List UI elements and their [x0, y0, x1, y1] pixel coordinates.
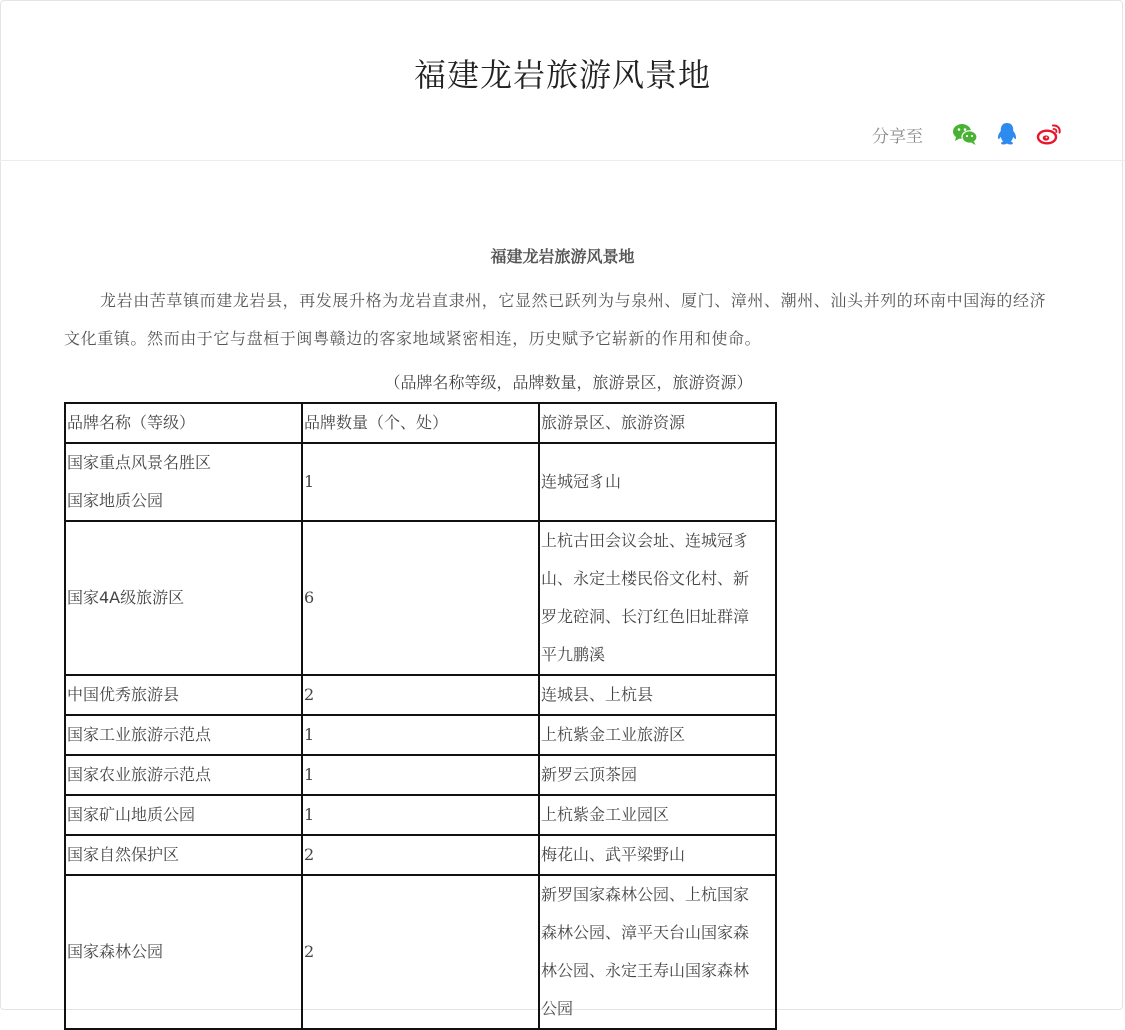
brand-name-cell: [65, 715, 302, 755]
sites-line: 连城冠豸山: [541, 472, 622, 491]
brand-count-cell: 2: [302, 835, 539, 875]
sites-line: 连城县、上杭县: [541, 685, 654, 704]
header-cell-sites: 旅游景区、旅游资源: [539, 403, 776, 443]
table-row: [65, 675, 776, 715]
brand-count-cell: 1: [302, 443, 539, 521]
sites-line: 上杭古田会议会址、连城冠豸: [541, 531, 750, 550]
brand-count-cell: 1: [302, 755, 539, 795]
brand-name-cell: [65, 795, 302, 835]
sites-cell: [539, 675, 776, 715]
page-header: [0, 0, 1125, 161]
sites-line: 森林公园、漳平天台山国家森: [541, 923, 750, 942]
table-row: [65, 795, 776, 835]
sites-line: 山、永定土楼民俗文化村、新: [541, 569, 750, 588]
sites-line: 公园: [541, 999, 574, 1018]
brand-name-cell: [65, 875, 302, 1029]
brand-name-cell: [65, 521, 302, 675]
sites-line: 平九鹏溪: [541, 645, 606, 664]
wechat-icon[interactable]: [951, 120, 979, 148]
table-row: [65, 715, 776, 755]
sites-cell: [539, 835, 776, 875]
sites-line: 新罗云顶茶园: [541, 765, 638, 784]
brand-name-cell: [65, 675, 302, 715]
share-label: 分享至: [872, 126, 923, 147]
sites-cell: [539, 521, 776, 675]
sites-line: 上杭紫金工业旅游区: [541, 725, 686, 744]
weibo-icon[interactable]: [1035, 120, 1063, 148]
sites-line: 梅花山、武平梁野山: [541, 845, 686, 864]
brand-count-cell: 1: [302, 795, 539, 835]
brand-name-line: 国家农业旅游示范点: [67, 765, 212, 784]
table-caption: （品牌名称等级，品牌数量，旅游景区，旅游资源）: [384, 373, 753, 392]
header-cell-count: 品牌数量（个、处）: [302, 403, 539, 443]
sites-cell: [539, 755, 776, 795]
brand-count-cell: 6: [302, 521, 539, 675]
share-bar: [872, 120, 1063, 148]
brand-name-cell: [65, 835, 302, 875]
brand-name-cell: [65, 443, 302, 521]
table-row: [65, 755, 776, 795]
sites-line: 新罗国家森林公园、上杭国家: [541, 885, 750, 904]
sites-cell: [539, 715, 776, 755]
brand-name-line: 国家4A级旅游区: [67, 588, 185, 607]
table-row: [65, 521, 776, 675]
table-row: [65, 835, 776, 875]
table-row: [65, 443, 776, 521]
sites-cell: [539, 443, 776, 521]
brand-name-cell: [65, 755, 302, 795]
table-row: [65, 875, 776, 1029]
brand-count-cell: 2: [302, 875, 539, 1029]
sites-line: 罗龙硿洞、长汀红色旧址群漳: [541, 607, 750, 626]
page-title: 福建龙岩旅游风景地: [413, 56, 711, 94]
intro-paragraph: 龙岩由苦草镇而建龙岩县，再发展升格为龙岩直隶州，它显然已跃列为与泉州、厦门、漳州、潮州、汕头并列的环南中国海的经济文化重镇。然而由于它与盘桓于闽粤赣边的客家地域紧密相连，历史赋予它崭新的作用和使命。: [64, 291, 1047, 348]
brand-name-line: 国家工业旅游示范点: [67, 725, 212, 744]
brand-name-line: 中国优秀旅游县: [67, 685, 180, 704]
brand-name-line: 国家自然保护区: [67, 845, 180, 864]
brand-name-line: 国家森林公园: [67, 942, 164, 961]
brand-name-line: 国家地质公园: [67, 491, 164, 510]
sites-line: 林公园、永定王寿山国家森林: [541, 961, 750, 980]
brand-count-cell: 1: [302, 715, 539, 755]
header-cell-name: 品牌名称（等级）: [65, 403, 302, 443]
brand-name-line: 国家重点风景名胜区: [67, 453, 212, 472]
brand-count-cell: 2: [302, 675, 539, 715]
qq-icon[interactable]: [993, 120, 1021, 148]
brand-name-line: 国家矿山地质公园: [67, 805, 196, 824]
brand-table: [64, 402, 777, 1030]
sites-cell: [539, 875, 776, 1029]
sites-cell: [539, 795, 776, 835]
article-title: 福建龙岩旅游风景地: [490, 247, 635, 266]
sites-line: 上杭紫金工业园区: [541, 805, 670, 824]
table-header-row: [65, 403, 776, 443]
